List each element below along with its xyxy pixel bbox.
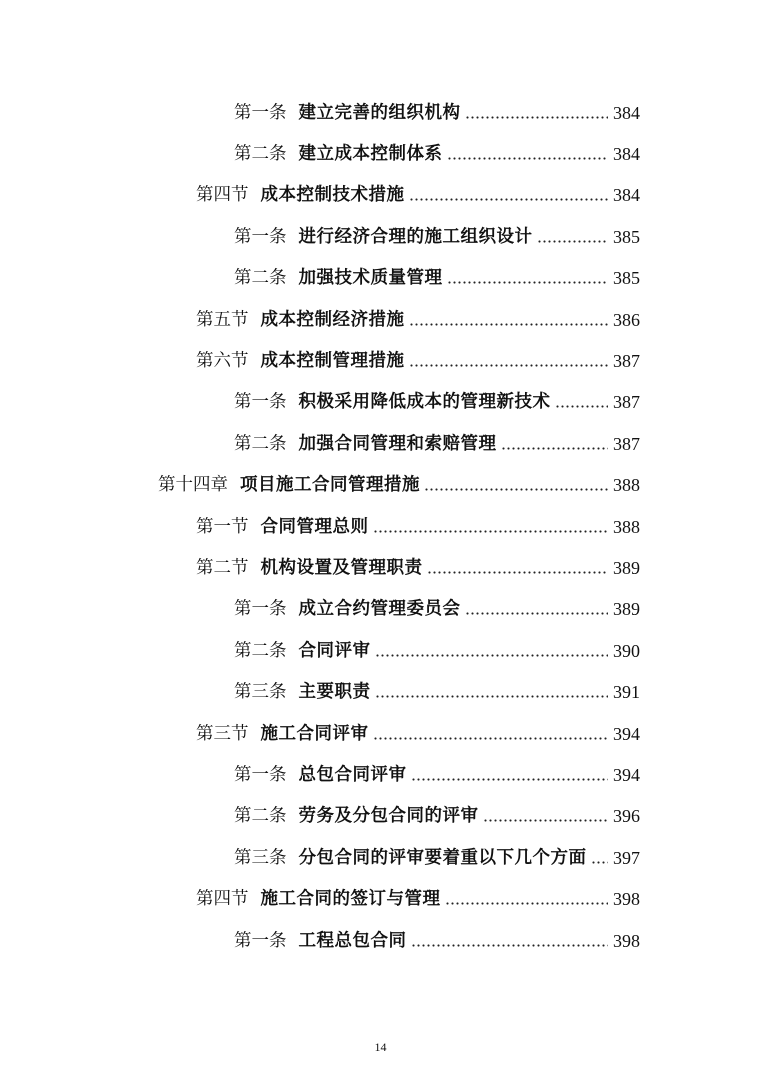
toc-entry-title: 合同评审 bbox=[298, 640, 371, 661]
toc-entry-page: 387 bbox=[613, 433, 640, 454]
toc-dot-leader bbox=[447, 143, 609, 165]
toc-entry-title: 分包合同的评审要着重以下几个方面 bbox=[298, 847, 587, 868]
toc-entry-section[interactable] bbox=[0, 340, 761, 381]
toc-entry-title: 施工合同的签订与管理 bbox=[260, 889, 441, 910]
toc-entry-number: 第二条 bbox=[234, 640, 287, 661]
toc-dot-leader bbox=[447, 267, 609, 289]
toc-entry-number: 第四节 bbox=[196, 889, 249, 910]
toc-entry-title: 成本控制技术措施 bbox=[260, 185, 405, 206]
toc-entry-number: 第二节 bbox=[196, 557, 249, 578]
toc-entry-number: 第六节 bbox=[196, 351, 249, 372]
toc-entry-title: 成本控制经济措施 bbox=[260, 309, 405, 330]
toc-dot-leader bbox=[537, 226, 609, 248]
toc-entry-page: 388 bbox=[613, 475, 640, 496]
toc-entry-title: 进行经济合理的施工组织设计 bbox=[298, 226, 533, 247]
toc-entry-page: 390 bbox=[613, 640, 640, 661]
toc-entry-article[interactable] bbox=[0, 837, 761, 878]
toc-entry-article[interactable] bbox=[0, 796, 761, 837]
toc-entry-page: 387 bbox=[613, 351, 640, 372]
toc-entry-section[interactable] bbox=[0, 713, 761, 754]
toc-entry-number: 第一条 bbox=[234, 930, 287, 951]
toc-entry-title: 加强合同管理和索赔管理 bbox=[298, 433, 497, 454]
toc-entry-title: 施工合同评审 bbox=[260, 723, 369, 744]
toc-entry-article[interactable] bbox=[0, 216, 761, 257]
toc-dot-leader bbox=[483, 805, 609, 827]
toc-entry-title: 主要职责 bbox=[298, 682, 371, 703]
toc-entry-article[interactable] bbox=[0, 92, 761, 133]
toc-entry-page: 398 bbox=[613, 889, 640, 910]
toc-entry-page: 384 bbox=[613, 185, 640, 206]
toc-entry-number: 第二条 bbox=[234, 144, 287, 165]
toc-entry-number: 第二条 bbox=[234, 806, 287, 827]
toc-entry-section[interactable] bbox=[0, 299, 761, 340]
toc-entry-number: 第十四章 bbox=[158, 475, 228, 496]
toc-entry-number: 第一条 bbox=[234, 392, 287, 413]
toc-entry-title: 建立完善的组织机构 bbox=[298, 102, 461, 123]
toc-entry-page: 391 bbox=[613, 682, 640, 703]
toc-entry-page: 398 bbox=[613, 930, 640, 951]
toc-dot-leader bbox=[373, 723, 609, 745]
toc-entry-title: 成本控制管理措施 bbox=[260, 351, 405, 372]
toc-entry-number: 第二条 bbox=[234, 433, 287, 454]
toc-entry-section[interactable] bbox=[0, 506, 761, 547]
toc-dot-leader bbox=[411, 764, 609, 786]
toc-entry-number: 第三条 bbox=[234, 682, 287, 703]
toc-entry-page: 387 bbox=[613, 392, 640, 413]
toc-entry-article[interactable] bbox=[0, 754, 761, 795]
toc-entry-title: 总包合同评审 bbox=[298, 764, 407, 785]
toc-entry-article[interactable] bbox=[0, 671, 761, 712]
toc-dot-leader bbox=[373, 516, 609, 538]
toc-entry-number: 第一条 bbox=[234, 764, 287, 785]
toc-entry-page: 384 bbox=[613, 102, 640, 123]
toc-dot-leader bbox=[409, 184, 609, 206]
toc-entry-number: 第二条 bbox=[234, 268, 287, 289]
toc-entry-section[interactable] bbox=[0, 878, 761, 919]
toc-entry-number: 第一节 bbox=[196, 516, 249, 537]
toc-dot-leader bbox=[409, 309, 609, 331]
toc-dot-leader bbox=[375, 640, 609, 662]
toc-entry-page: 394 bbox=[613, 723, 640, 744]
toc-entry-title: 项目施工合同管理措施 bbox=[240, 475, 420, 496]
toc-dot-leader bbox=[375, 681, 609, 703]
toc-dot-leader bbox=[501, 433, 609, 455]
toc-entry-number: 第一条 bbox=[234, 226, 287, 247]
toc-entry-title: 劳务及分包合同的评审 bbox=[298, 806, 479, 827]
toc-entry-title: 建立成本控制体系 bbox=[298, 144, 443, 165]
toc-entry-article[interactable] bbox=[0, 920, 761, 961]
toc-entry-title: 成立合约管理委员会 bbox=[298, 599, 461, 620]
toc-dot-leader bbox=[411, 930, 609, 952]
toc-entry-chapter[interactable] bbox=[0, 465, 761, 506]
toc-entry-number: 第一条 bbox=[234, 102, 287, 123]
toc-dot-leader bbox=[427, 557, 609, 579]
toc-dot-leader bbox=[555, 391, 609, 413]
toc-entry-article[interactable] bbox=[0, 630, 761, 671]
toc-entry-article[interactable] bbox=[0, 423, 761, 464]
toc-entry-article[interactable] bbox=[0, 133, 761, 174]
toc-entry-title: 工程总包合同 bbox=[298, 930, 407, 951]
toc-dot-leader bbox=[445, 888, 609, 910]
toc-dot-leader bbox=[409, 350, 609, 372]
toc-entry-title: 合同管理总则 bbox=[260, 516, 369, 537]
toc-entry-page: 388 bbox=[613, 516, 640, 537]
toc-entry-section[interactable] bbox=[0, 547, 761, 588]
toc-entry-section[interactable] bbox=[0, 175, 761, 216]
toc-entry-page: 389 bbox=[613, 599, 640, 620]
toc-entry-number: 第一条 bbox=[234, 599, 287, 620]
toc-entry-title: 加强技术质量管理 bbox=[298, 268, 443, 289]
toc-entry-number: 第四节 bbox=[196, 185, 249, 206]
toc-entry-page: 389 bbox=[613, 557, 640, 578]
toc-entry-page: 386 bbox=[613, 309, 640, 330]
toc-entry-number: 第三条 bbox=[234, 847, 287, 868]
toc-entry-number: 第三节 bbox=[196, 723, 249, 744]
toc-entry-title: 机构设置及管理职责 bbox=[260, 557, 423, 578]
toc-entry-page: 385 bbox=[613, 268, 640, 289]
table-of-contents bbox=[0, 92, 761, 961]
toc-entry-article[interactable] bbox=[0, 382, 761, 423]
toc-entry-article[interactable] bbox=[0, 589, 761, 630]
toc-dot-leader bbox=[424, 474, 608, 496]
toc-dot-leader bbox=[591, 847, 609, 869]
toc-dot-leader bbox=[465, 598, 609, 620]
toc-entry-page: 397 bbox=[613, 847, 640, 868]
toc-entry-page: 384 bbox=[613, 144, 640, 165]
toc-dot-leader bbox=[465, 102, 609, 124]
toc-entry-page: 394 bbox=[613, 764, 640, 785]
toc-entry-number: 第五节 bbox=[196, 309, 249, 330]
toc-entry-page: 396 bbox=[613, 806, 640, 827]
toc-entry-article[interactable] bbox=[0, 258, 761, 299]
toc-entry-page: 385 bbox=[613, 226, 640, 247]
toc-entry-title: 积极采用降低成本的管理新技术 bbox=[298, 392, 551, 413]
page-number: 14 bbox=[374, 1040, 387, 1054]
